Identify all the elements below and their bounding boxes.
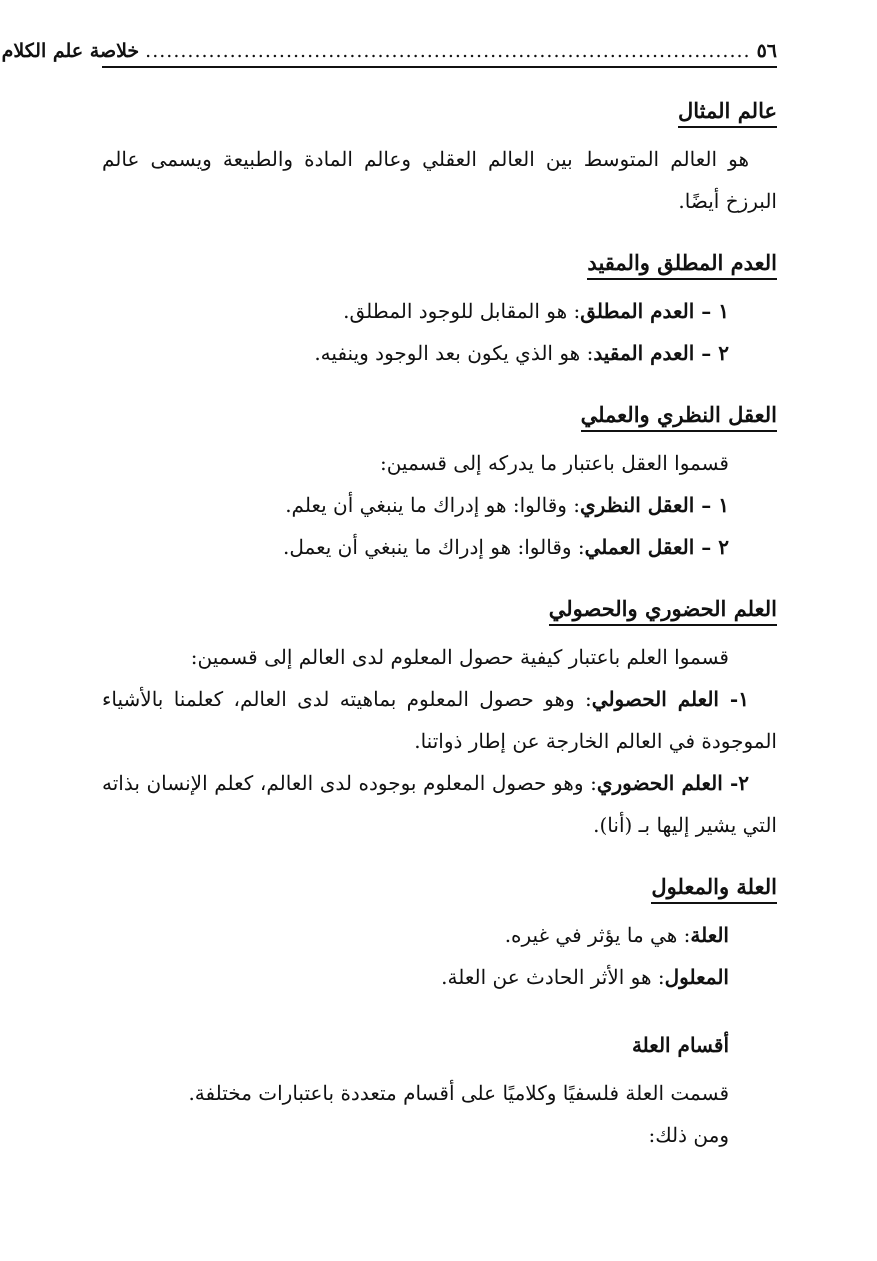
term: المعلول <box>664 965 729 989</box>
heading-ilm: العلم الحضوري والحصولي <box>549 594 777 626</box>
header-leader-dots: ...................................................................................... <box>145 40 751 62</box>
subheading-line <box>102 1024 777 1066</box>
paragraph: قسموا العلم باعتبار كيفية حصول المعلوم لدى العالم إلى قسمين: <box>190 645 729 669</box>
definition: : وهو حصول المعلوم بماهيته لدى العالم، كعلمنا بالأشياء الموجودة في العالم الخارجة عن إطار ذواتنا. <box>102 687 777 753</box>
list-item <box>102 914 777 956</box>
definition: : هي ما يؤثر في غيره. <box>504 923 691 947</box>
list-item <box>102 484 777 526</box>
paragraph: هو العالم المتوسط بين العالم العقلي وعالم المادة والطبيعة ويسمى عالم البرزخ أيضًا. <box>102 147 777 213</box>
definition: : وهو حصول المعلوم بوجوده لدى العالم، كعلم الإنسان بذاته التي يشير إليها بـ (أنا). <box>102 771 777 837</box>
list-item <box>102 678 777 762</box>
term: ١- العلم الحصولي <box>591 687 749 711</box>
page-number: ٥٦ <box>756 40 777 62</box>
list-item <box>102 956 777 998</box>
definition: : هو المقابل للوجود المطلق. <box>343 299 581 323</box>
book-title: خلاصة علم الكلام <box>1 40 140 62</box>
term: العلة <box>690 923 729 947</box>
section-illa <box>102 872 777 998</box>
term: ١ – العدم المطلق <box>580 299 729 323</box>
term: ١ – العقل النظري <box>580 493 729 517</box>
section-aql <box>102 400 777 568</box>
section-aqsam <box>102 1024 777 1156</box>
running-header <box>1 28 777 68</box>
heading-illa: العلة والمعلول <box>651 872 777 904</box>
paragraph: قسموا العقل باعتبار ما يدركه إلى قسمين: <box>379 451 729 475</box>
section-ilm <box>102 594 777 846</box>
definition: : هو الذي يكون بعد الوجود وينفيه. <box>314 341 594 365</box>
definition: : وقالوا: هو إدراك ما ينبغي أن يعمل. <box>283 535 585 559</box>
definition: : وقالوا: هو إدراك ما ينبغي أن يعلم. <box>285 493 581 517</box>
definition: : هو الأثر الحادث عن العلة. <box>441 965 665 989</box>
term: ٢ – العدم المقيد <box>593 341 729 365</box>
term: ٢- العلم الحضوري <box>596 771 749 795</box>
list-item <box>102 762 777 846</box>
heading-alam-mithal: عالم المثال <box>678 96 777 128</box>
list-item <box>102 526 777 568</box>
paragraph: ومن ذلك: <box>648 1123 729 1147</box>
term: ٢ – العقل العملي <box>584 535 729 559</box>
section-alam-mithal <box>102 96 777 222</box>
paragraph: قسمت العلة فلسفيًا وكلاميًا على أقسام متعددة باعتبارات مختلفة. <box>188 1081 729 1105</box>
heading-aql: العقل النظري والعملي <box>581 400 777 432</box>
heading-adam: العدم المطلق والمقيد <box>587 248 777 280</box>
list-item <box>102 332 777 374</box>
section-adam <box>102 248 777 374</box>
heading-aqsam: أقسام العلة <box>631 1033 729 1057</box>
list-item <box>102 290 777 332</box>
